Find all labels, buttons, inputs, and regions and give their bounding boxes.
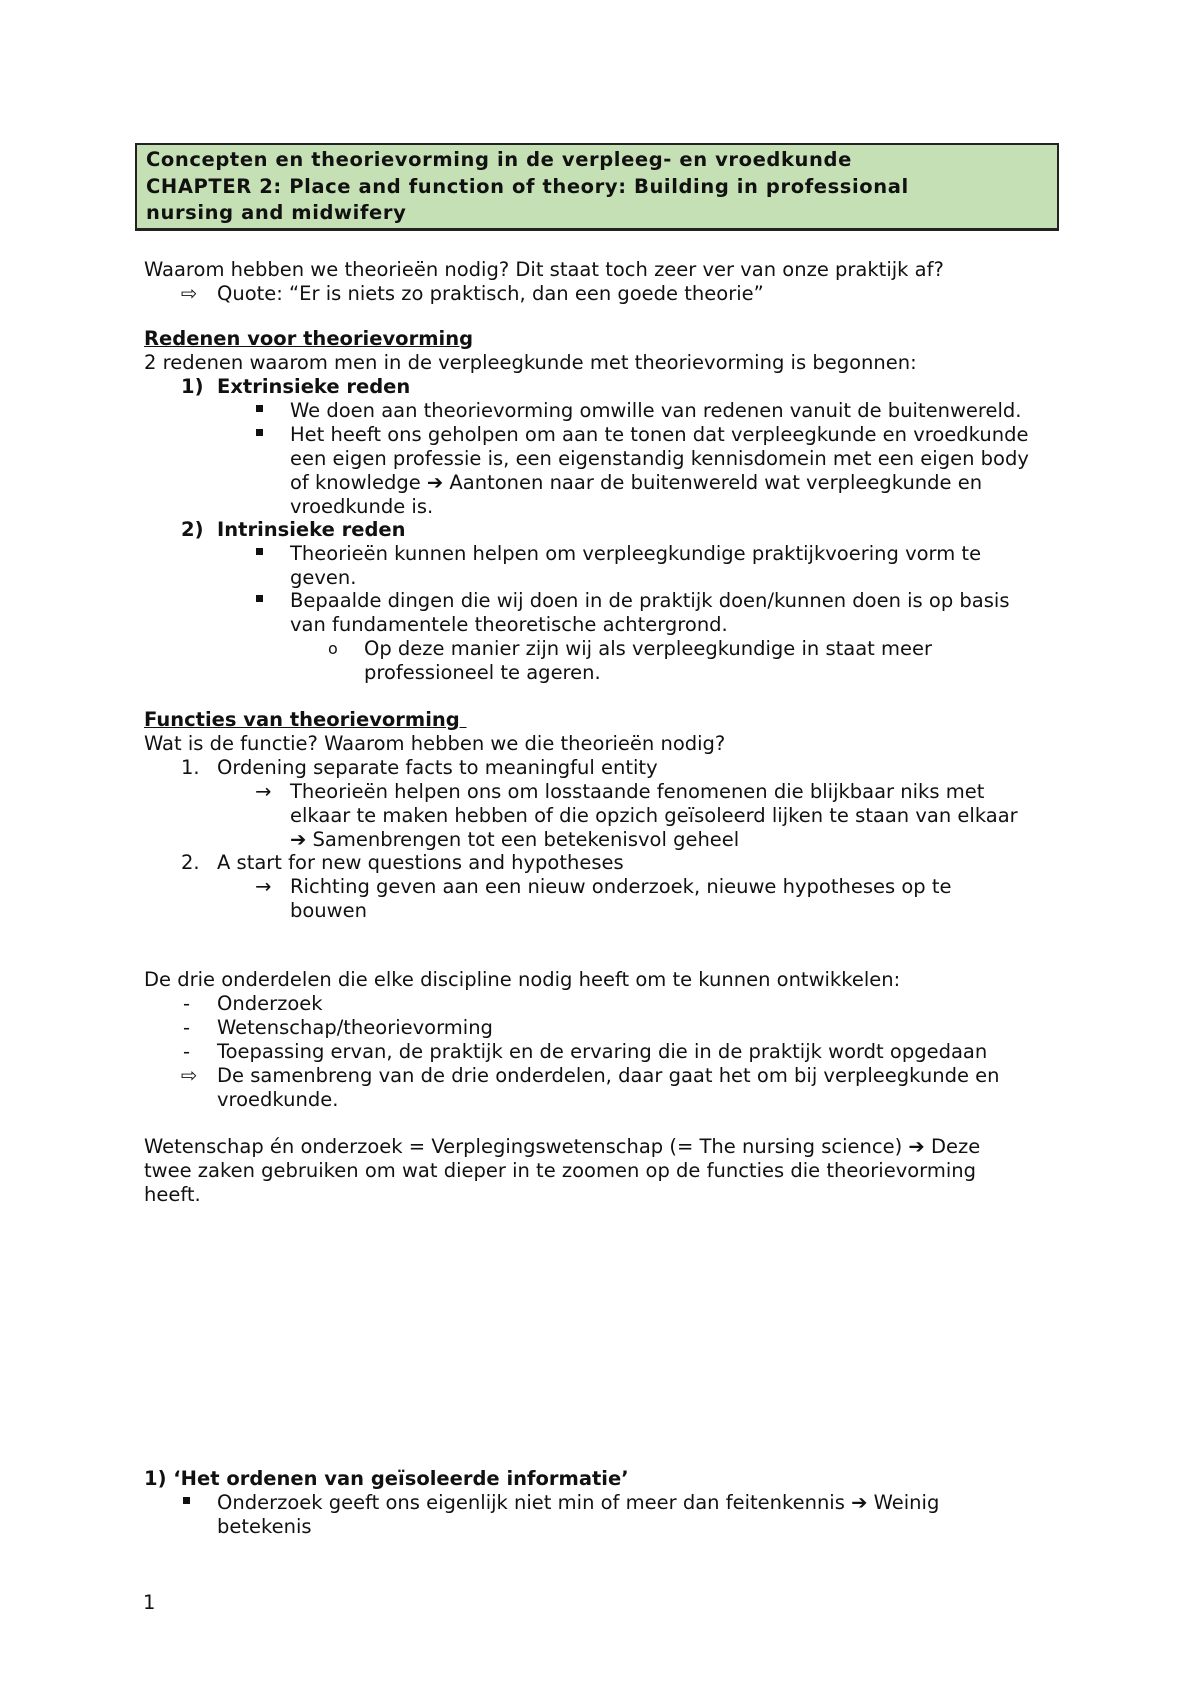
arrow-text-cont: ➔ Samenbrengen tot een betekenisvol geheel	[290, 828, 740, 851]
arrow-right-icon: →	[255, 875, 272, 898]
arrow-icon: ⇨	[181, 1064, 198, 1087]
redenen-intro: 2 redenen waarom men in de verpleegkunde met theorievorming is begonnen:	[144, 351, 917, 374]
wetenschap-text-cont: heeft.	[144, 1183, 201, 1206]
list-item-start: A start for new questions and hypotheses	[217, 851, 624, 874]
arrow-icon: ⇨	[181, 282, 198, 305]
section-heading-functies: Functies van theorievorming	[144, 708, 467, 731]
title-line-1: Concepten en theorievorming in de verpleeg- en vroedkunde	[146, 148, 852, 171]
arrow-text: Richting geven aan een nieuw onderzoek, nieuwe hypotheses op te	[290, 875, 952, 898]
bullet-text-cont: een eigen professie is, een eigenstandig kennisdomein met een eigen body	[290, 447, 1029, 470]
bullet-text: We doen aan theorievorming omwille van redenen vanuit de buitenwereld.	[290, 399, 1022, 422]
functies-question: Wat is de functie? Waarom hebben we die theorieën nodig?	[144, 732, 726, 755]
list-item-ordening: Ordening separate facts to meaningful entity	[217, 756, 658, 779]
bullet-text-cont: van fundamentele theoretische achtergrond.	[290, 613, 728, 636]
bullet-text-cont: betekenis	[217, 1515, 312, 1538]
section-heading-redenen: Redenen voor theorievorming	[144, 327, 474, 350]
dash-bullet: -	[183, 1016, 191, 1039]
page-number: 1	[143, 1591, 156, 1614]
title-line-3: nursing and midwifery	[146, 201, 407, 224]
dash-bullet: -	[183, 1040, 191, 1063]
dash-item: Toepassing ervan, de praktijk en de ervaring die in de praktijk wordt opgedaan	[217, 1040, 988, 1063]
bullet-text-cont: of knowledge ➔ Aantonen naar de buitenwereld wat verpleegkunde en	[290, 471, 983, 494]
intro-question: Waarom hebben we theorieën nodig? Dit staat toch zeer ver van onze praktijk af?	[144, 258, 944, 281]
list-number: 1.	[181, 756, 200, 779]
bullet-text: Onderzoek geeft ons eigenlijk niet min of meer dan feitenkennis ➔ Weinig	[217, 1491, 940, 1514]
dash-bullet: -	[183, 992, 191, 1015]
onderdelen-intro: De drie onderdelen die elke discipline nodig heeft om te kunnen ontwikkelen:	[144, 968, 901, 991]
sub-bullet-text-cont: professioneel te ageren.	[364, 661, 601, 684]
onderdelen-conclusion-cont: vroedkunde.	[217, 1088, 339, 1111]
square-bullet-icon	[256, 405, 263, 412]
list-item-extrinsiek: Extrinsieke reden	[217, 375, 411, 398]
bullet-text-cont: vroedkunde is.	[290, 495, 434, 518]
bullet-text-cont: geven.	[290, 566, 357, 589]
arrow-text-cont: elkaar te maken hebben of die opzich geïsoleerd lijken te staan van elkaar	[290, 804, 1018, 827]
list-number: 1)	[181, 375, 204, 398]
bullet-text: Theorieën kunnen helpen om verpleegkundige praktijkvoering vorm te	[290, 542, 982, 565]
list-number: 2)	[181, 518, 204, 541]
dash-item: Wetenschap/theorievorming	[217, 1016, 493, 1039]
circle-bullet-icon: o	[328, 639, 338, 658]
square-bullet-icon	[256, 595, 263, 602]
onderdelen-conclusion: De samenbreng van de drie onderdelen, daar gaat het om bij verpleegkunde en	[217, 1064, 1000, 1087]
arrow-text: Theorieën helpen ons om losstaande fenomenen die blijkbaar niks met	[290, 780, 985, 803]
list-item-intrinsiek: Intrinsieke reden	[217, 518, 406, 541]
square-bullet-icon	[183, 1497, 190, 1504]
sub-bullet-text: Op deze manier zijn wij als verpleegkundige in staat meer	[364, 637, 933, 660]
intro-quote: Quote: “Er is niets zo praktisch, dan een goede theorie”	[217, 282, 764, 305]
list-number: 2.	[181, 851, 200, 874]
wetenschap-text-cont: twee zaken gebruiken om wat dieper in te zoomen op de functies die theorievorming	[144, 1159, 976, 1182]
arrow-right-icon: →	[255, 780, 272, 803]
square-bullet-icon	[256, 429, 263, 436]
dash-item: Onderzoek	[217, 992, 323, 1015]
wetenschap-text: Wetenschap én onderzoek = Verplegingswetenschap (= The nursing science) ➔ Deze	[144, 1135, 981, 1158]
section-heading-ordenen: 1) ‘Het ordenen van geïsoleerde informatie’	[144, 1467, 629, 1490]
square-bullet-icon	[256, 548, 263, 555]
bullet-text: Het heeft ons geholpen om aan te tonen dat verpleegkunde en vroedkunde	[290, 423, 1029, 446]
title-box	[135, 143, 1059, 231]
title-line-2: CHAPTER 2: Place and function of theory: Building in professional	[146, 174, 909, 198]
arrow-text-cont: bouwen	[290, 899, 367, 922]
bullet-text: Bepaalde dingen die wij doen in de praktijk doen/kunnen doen is op basis	[290, 589, 1010, 612]
